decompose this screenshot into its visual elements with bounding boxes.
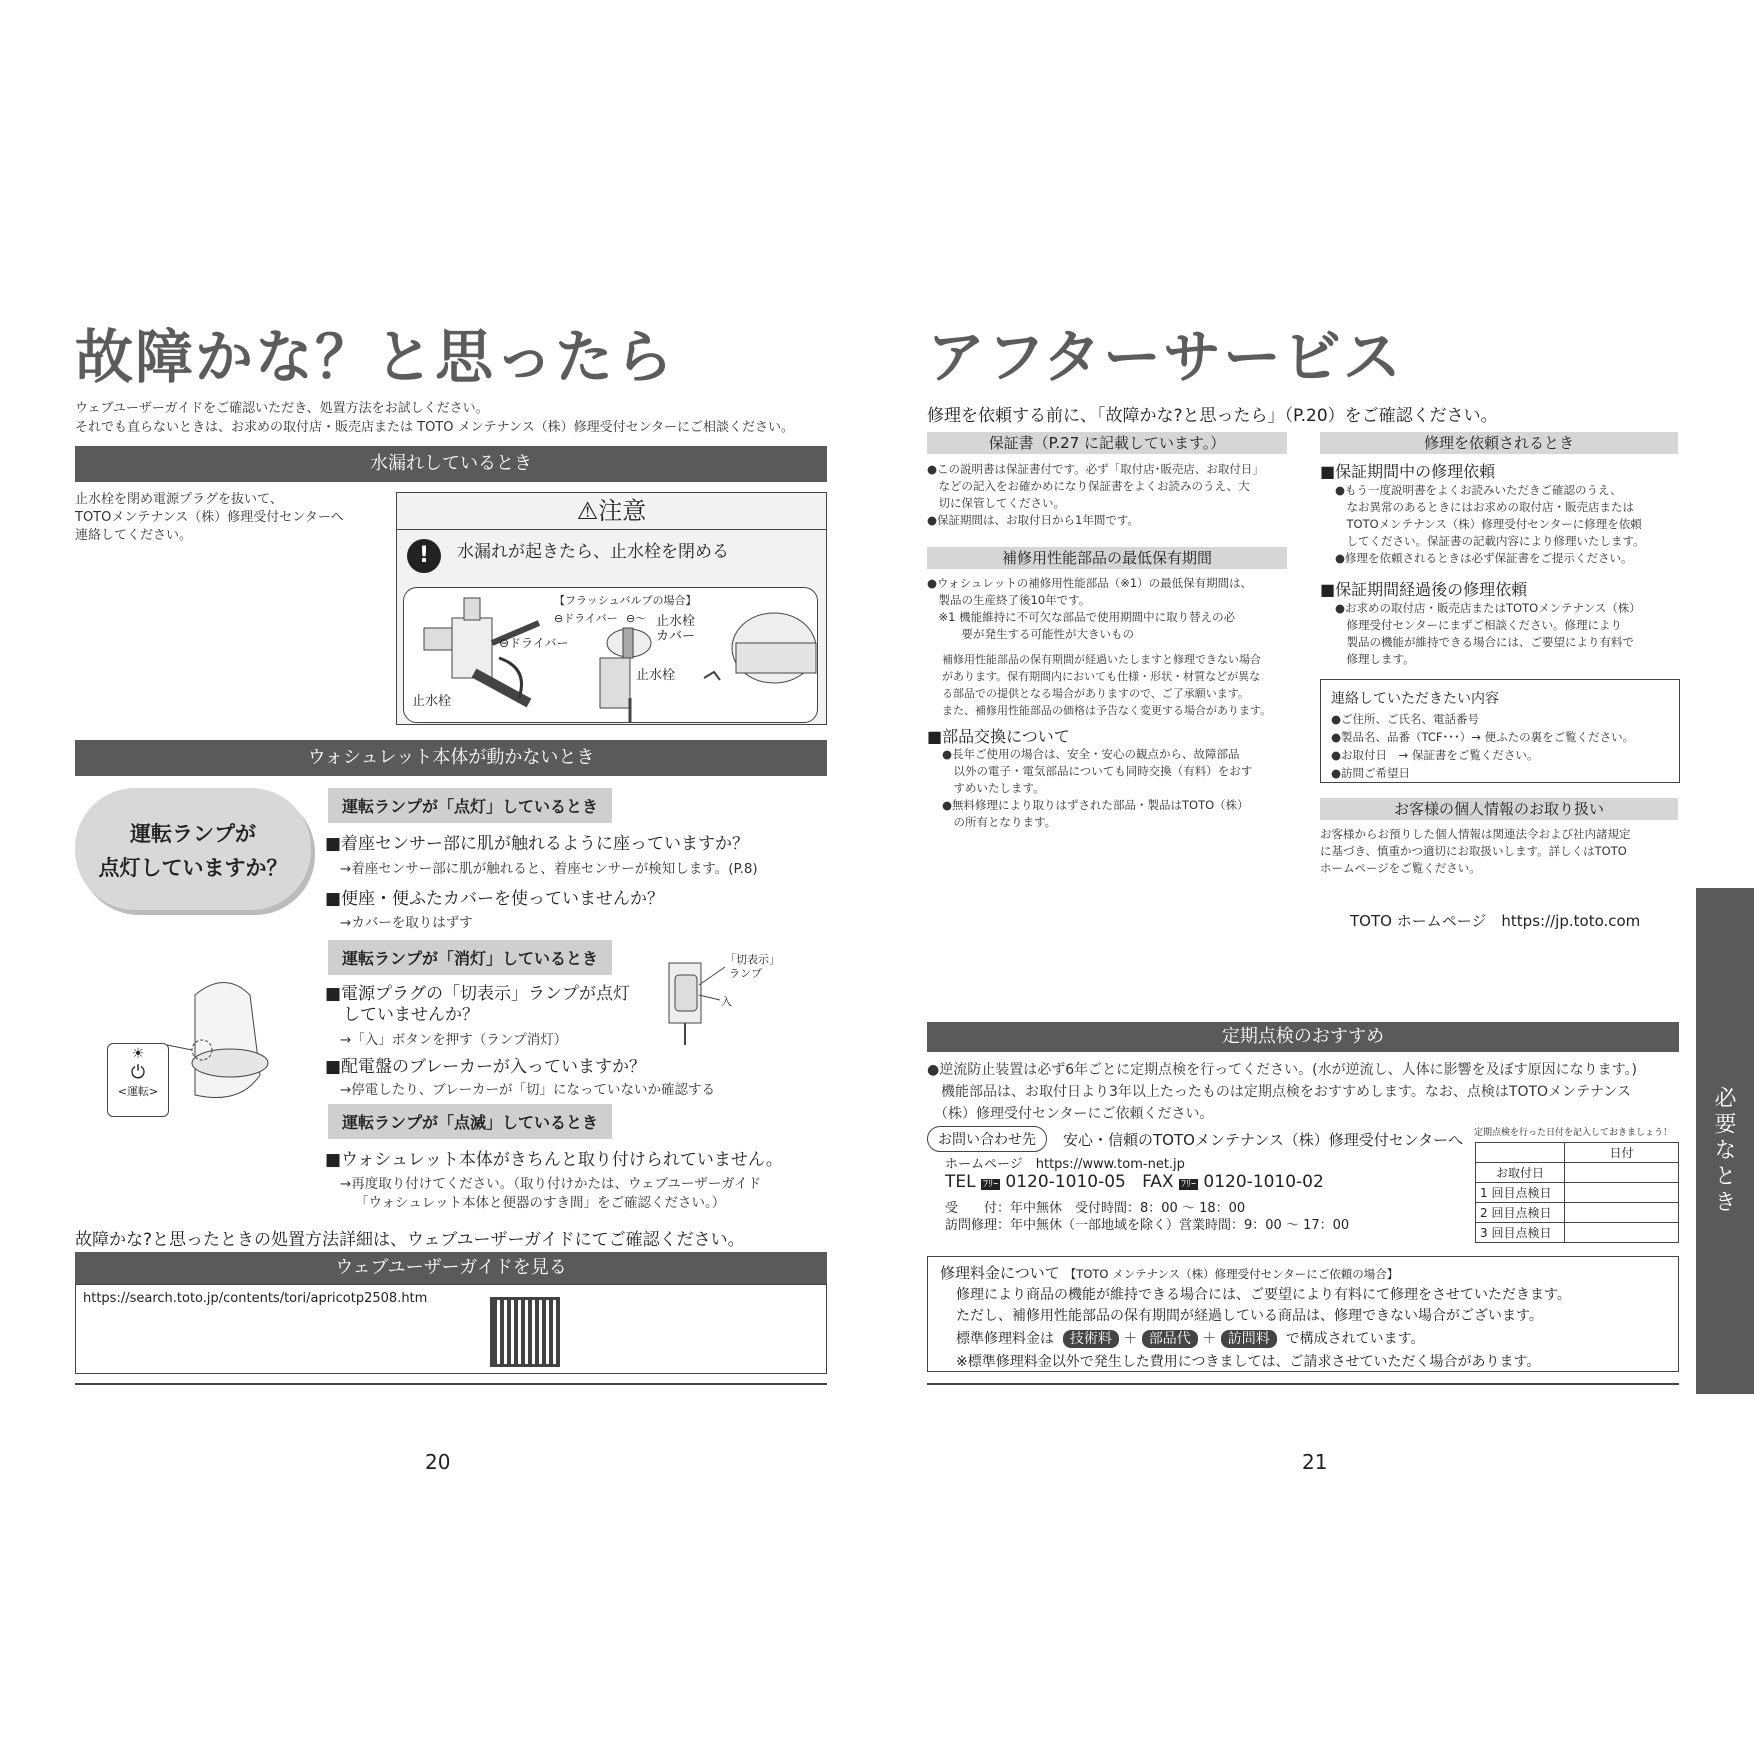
repair-out-text	[1335, 600, 1680, 668]
parts-line: ※1 機能維持に不可欠な部品で使用期間中に取り替えの必	[927, 610, 1236, 624]
page-number-left: 20	[425, 1450, 451, 1474]
leak-text-3: 連絡してください。	[75, 528, 193, 543]
valve-illustration	[404, 588, 817, 722]
freedial-icon: ﾌﾘｰ	[983, 1179, 999, 1190]
hours-1: 受 付：年中無休 受付時間：8：00 ～ 18：00	[945, 1201, 1246, 1216]
plug-label-b: ランプ	[729, 967, 762, 980]
table-label: 1 回目点検日	[1476, 1183, 1565, 1203]
fee-box	[927, 1256, 1679, 1372]
exchange-line: ●無料修理により取りはずされた部品・製品はTOTO（株）	[942, 798, 1249, 812]
repair-in-title: ■保証期間中の修理依頼	[1320, 462, 1496, 481]
qr-code-icon[interactable]	[490, 1297, 560, 1367]
table-label: 2 回目点検日	[1476, 1203, 1565, 1223]
contact-line: ●訪問ご希望日	[1331, 766, 1411, 780]
driver-label-b: ⊖ドライバー	[554, 612, 618, 625]
side-tab[interactable]	[1696, 888, 1754, 1394]
maintenance-homepage[interactable]: ホームページ https://www.tom-net.jp	[945, 1157, 1185, 1172]
parts-line: ●ウォシュレットの補修用性能部品（※1）の最低保有期間は、	[927, 576, 1253, 590]
fee-line-2: ただし、補修用性能部品の保有期間が経過している商品は、修理できない場合がございます。	[956, 1308, 1543, 1324]
tel-number[interactable]: 0120-1010-05	[1005, 1172, 1126, 1192]
plus-sign: ＋	[1202, 1331, 1217, 1347]
contact-info-list	[1331, 710, 1634, 782]
leak-text-1: 止水栓を閉め電源プラグを抜いて、	[75, 492, 283, 507]
inspection-header: 定期点検のおすすめ	[927, 1022, 1679, 1052]
parts-note-line: があります。保有期間内においても仕様・形状・材質などが異な	[942, 670, 1261, 683]
caution-title-row	[397, 493, 826, 530]
fee-title: 修理料金について	[940, 1264, 1060, 1282]
flush-valve-label: 【フラッシュバルブの場合】	[554, 594, 697, 607]
parts-note-line: る部品での提供となる場合がありますので、ご了承願います。	[942, 687, 1249, 700]
warranty-text	[927, 461, 1287, 529]
contact-info-box	[1320, 679, 1680, 783]
exchange-line: の所有となります。	[942, 815, 1057, 829]
repair-out-line: 製品の機能が維持できる場合には、ご要望により有料で	[1335, 635, 1634, 649]
a5b: 「ウォシュレット本体と便器のすき間」をご確認ください。）	[355, 1195, 726, 1211]
table-input[interactable]	[1565, 1203, 1679, 1223]
lamp-blink-header: 運転ランプが「点滅」しているとき	[328, 1104, 612, 1139]
table-input[interactable]	[1565, 1163, 1679, 1183]
caution-title: 注意	[598, 497, 647, 525]
inspection-line: ●逆流防止装置は必ず6年ごとに定期点検を行ってください。(水が逆流し、人体に影響を及ぼす原因になります。)	[927, 1062, 1637, 1078]
q4: ■配電盤のブレーカーが入っていますか？	[325, 1057, 647, 1077]
privacy-header: お客様の個人情報のお取り扱い	[1320, 798, 1678, 820]
detail-text: 故障かな?と思ったときの処置方法詳細は、ウェブユーザーガイドにてご確認ください。	[75, 1230, 745, 1250]
page-number-right: 21	[1302, 1450, 1328, 1474]
parts-note-line: また、補修用性能部品の価格は予告なく変更する場合があります。	[942, 704, 1272, 717]
section-header-washlet: ウォシュレット本体が動かないとき	[75, 740, 827, 776]
fee-std-suffix: で構成されています。	[1285, 1331, 1425, 1347]
left-intro-1: ウェブユーザーガイドをご確認いただき、処置方法をお試しください。	[75, 401, 489, 416]
divider-left	[75, 1383, 827, 1385]
lamp-question-bubble	[75, 788, 311, 910]
parts-note-line: 補修用性能部品の保有期間が経過いたしますと修理できない場合	[942, 653, 1261, 666]
parts-line: 要が発生する可能性が大きいもの	[927, 627, 1134, 641]
inspection-line: 機能部品は、お取付日より3年以上たったものは定期点検をおすすめします。なお、点検はTOTOメンテナンス	[927, 1084, 1631, 1100]
fee-pill-tech: 技術料	[1063, 1330, 1119, 1348]
table-input[interactable]	[1565, 1183, 1679, 1203]
valve-label-b: 止水栓	[636, 668, 676, 683]
warranty-line: ●保証期間は、お取付日から1年間です。	[927, 513, 1139, 527]
repair-in-line: TOTOメンテナンス（株）修理受付センターに修理を依頼	[1335, 517, 1642, 531]
contact-line: ●製品名、品番（TCF･･･）→ 便ふたの裏をご覧ください。	[1331, 730, 1635, 744]
side-tab-label: 必要なとき	[1711, 1086, 1736, 1216]
repair-out-line: 修理します。	[1335, 652, 1415, 666]
table-row	[1476, 1163, 1679, 1183]
cover-valve-label: 止水栓	[656, 614, 696, 629]
page-title-right: アフターサービス	[927, 323, 1403, 391]
left-intro-2: それでも直らないときは、お求めの取付店・販売店または TOTO メンテナンス（株）修理受付センターにご相談ください。	[75, 420, 795, 435]
panel-label: <運転>	[117, 1085, 159, 1098]
parts-header: 補修用性能部品の最低保有期間	[927, 547, 1287, 569]
hours-2: 訪問修理：年中無休（一部地域を除く）営業時間：9：00 ～ 17：00	[945, 1218, 1350, 1233]
driver-label-c: ⊖〜	[626, 612, 647, 625]
privacy-text	[1320, 826, 1680, 877]
web-guide-header: ウェブユーザーガイドを見る	[75, 1252, 827, 1284]
toto-homepage-link[interactable]: TOTO ホームページ https://jp.toto.com	[1350, 912, 1641, 930]
bubble-line-2: 点灯していますか？	[98, 856, 288, 880]
a5a: →再度取り付けてください。（取り付けかたは、ウェブユーザーガイド	[340, 1176, 762, 1192]
repair-in-line: なお異常のあるときにはお求めの取付店・販売店または	[1335, 500, 1634, 514]
fee-line-1: 修理により商品の機能が維持できる場合には、ご要望により有料にて修理をさせていただきます。	[956, 1287, 1571, 1303]
exchange-line: ●長年ご使用の場合は、安全・安心の観点から、故障部品	[942, 747, 1240, 761]
warranty-line: などの記入をお確かめになり保証書をよくお読みのうえ、大	[927, 479, 1250, 493]
inspection-date-table	[1475, 1142, 1679, 1243]
fee-title-note: 【TOTO メンテナンス（株）修理受付センターにご依頼の場合】	[1064, 1267, 1399, 1281]
contact-pill: お問い合わせ先	[927, 1126, 1047, 1152]
exclamation-icon: !	[407, 539, 441, 573]
table-row	[1476, 1203, 1679, 1223]
driver-label-a: ⊖ドライバー	[499, 636, 569, 650]
inspection-text	[927, 1059, 1687, 1125]
table-row	[1476, 1223, 1679, 1243]
table-row	[1476, 1183, 1679, 1203]
contact-info-title: 連絡していただきたい内容	[1331, 691, 1499, 707]
table-head: 日付	[1565, 1143, 1679, 1163]
q3b: していませんか？	[343, 1005, 479, 1025]
q5: ■ウォシュレット本体がきちんと取り付けられていません。	[325, 1150, 783, 1170]
plus-sign: ＋	[1123, 1331, 1138, 1347]
table-label: 3 回目点検日	[1476, 1223, 1565, 1243]
parts-note	[942, 651, 1290, 719]
parts-line: 製品の生産終了後10年です。	[927, 593, 1091, 607]
repair-in-line: してください。保証書の記載内容により修理いたします。	[1335, 534, 1645, 548]
plug-label-a: 「切表示」	[725, 953, 780, 966]
exchange-line: すめいたします。	[942, 781, 1045, 795]
warranty-line: ●この説明書は保証書付です。必ず「取付店･販売店、お取付日」	[927, 462, 1264, 476]
power-plug-illustration	[665, 945, 785, 1045]
freedial-icon: ﾌﾘｰ	[1180, 1179, 1196, 1190]
lamp-light-icon: ☀	[131, 1046, 145, 1062]
privacy-line: お客様からお預りした個人情報は関連法令および社内諸規定	[1320, 827, 1631, 841]
repair-out-line: 修理受付センターにまずご相談ください。修理により	[1335, 618, 1623, 632]
divider-right	[927, 1383, 1679, 1385]
fee-std-label: 標準修理料金は	[956, 1331, 1054, 1347]
inspection-line: （株）修理受付センターにご依頼ください。	[927, 1106, 1214, 1122]
a2: →カバーを取りはずす	[340, 915, 473, 931]
fee-standard-row	[956, 1328, 1425, 1348]
exchange-title: ■部品交換について	[927, 727, 1070, 746]
repair-in-line: ●修理を依頼されるときは必ず保証書をご提示ください。	[1335, 551, 1633, 565]
a4: →停電したり、ブレーカーが「切」になっていないか確認する	[340, 1082, 716, 1098]
caution-box	[396, 492, 827, 725]
fax-number: 0120-1010-02	[1203, 1172, 1324, 1192]
lamp-off-header: 運転ランプが「消灯」しているとき	[328, 940, 612, 975]
warranty-header: 保証書（P.27 に記載しています。）	[927, 432, 1287, 454]
cover-label: カバー	[656, 629, 696, 644]
exchange-line: 以外の電子・電気部品についても同時交換（有料）をおす	[942, 764, 1253, 778]
power-icon: ⏻	[130, 1062, 146, 1083]
fax-label: FAX	[1142, 1172, 1174, 1192]
exchange-text	[942, 746, 1292, 831]
fee-pill-parts: 部品代	[1142, 1330, 1198, 1348]
repair-out-title: ■保証期間経過後の修理依頼	[1320, 580, 1528, 599]
a3: →「入」ボタンを押す（ランプ消灯）	[340, 1032, 568, 1048]
operation-panel	[107, 1043, 169, 1117]
web-guide-url[interactable]: https://search.toto.jp/contents/tori/apricotp2508.htm	[83, 1291, 428, 1306]
valve-label-a: 止水栓	[412, 694, 452, 709]
tel-fax-line	[945, 1172, 1324, 1192]
page-title-left: 故障かな？と思ったら	[75, 323, 676, 391]
valve-diagram	[403, 587, 818, 723]
parts-text	[927, 575, 1287, 643]
repair-header: 修理を依頼されるとき	[1320, 432, 1678, 454]
lamp-on-header: 運転ランプが「点灯」しているとき	[328, 788, 612, 823]
q3a: ■電源プラグの「切表示」ランプが点灯	[325, 984, 631, 1004]
q1: ■着座センサー部に肌が触れるように座っていますか？	[325, 834, 750, 854]
warranty-line: 切に保管してください。	[927, 496, 1065, 510]
privacy-line: に基づき、慎重かつ適切にお取扱いします。詳しくはTOTO	[1320, 844, 1627, 858]
contact-line: ●お取付日 → 保証書をご覧ください。	[1331, 748, 1539, 762]
a1: →着座センサー部に肌が触れると、着座センサーが検知します。(P.8)	[340, 861, 758, 877]
privacy-line: ホームページをご覧ください。	[1320, 861, 1481, 875]
web-guide-box	[75, 1284, 827, 1374]
fee-note: ※標準修理料金以外で発生した費用につきましては、ご請求させていただく場合があります。	[956, 1354, 1541, 1370]
right-intro: 修理を依頼する前に、「故障かな?と思ったら」（P.20）をご確認ください。	[927, 406, 1498, 426]
table-label: お取付日	[1476, 1163, 1565, 1183]
table-input[interactable]	[1565, 1223, 1679, 1243]
warning-icon: ⚠	[576, 497, 599, 525]
fee-pill-visit: 訪問料	[1221, 1330, 1277, 1348]
toilet-illustration	[105, 975, 275, 1115]
table-note: 定期点検を行った日付を記入しておきましょう！	[1474, 1128, 1673, 1138]
repair-in-line: ●もう一度説明書をよくお読みいただきご確認のうえ、	[1335, 483, 1622, 497]
table-row	[1476, 1143, 1679, 1163]
fee-title-row	[940, 1262, 1398, 1283]
repair-in-text	[1335, 482, 1680, 567]
tel-label: TEL	[945, 1172, 976, 1192]
caution-text: 水漏れが起きたら、止水栓を閉める	[457, 542, 729, 562]
contact-line: ●ご住所、ご氏名、電話番号	[1331, 712, 1480, 726]
q2: ■便座・便ふたカバーを使っていませんか？	[325, 889, 665, 909]
table-cell	[1476, 1143, 1565, 1163]
bubble-line-1: 運転ランプが	[130, 822, 256, 846]
section-header-leak: 水漏れしているとき	[75, 446, 827, 482]
plug-label-c: 入	[721, 995, 732, 1008]
contact-center: 安心・信頼のTOTOメンテナンス（株）修理受付センターへ	[1063, 1131, 1464, 1149]
repair-out-line: ●お求めの取付店・販売店またはTOTOメンテナンス（株）	[1335, 601, 1641, 615]
leak-text-2: TOTOメンテナンス（株）修理受付センターへ	[75, 510, 344, 525]
